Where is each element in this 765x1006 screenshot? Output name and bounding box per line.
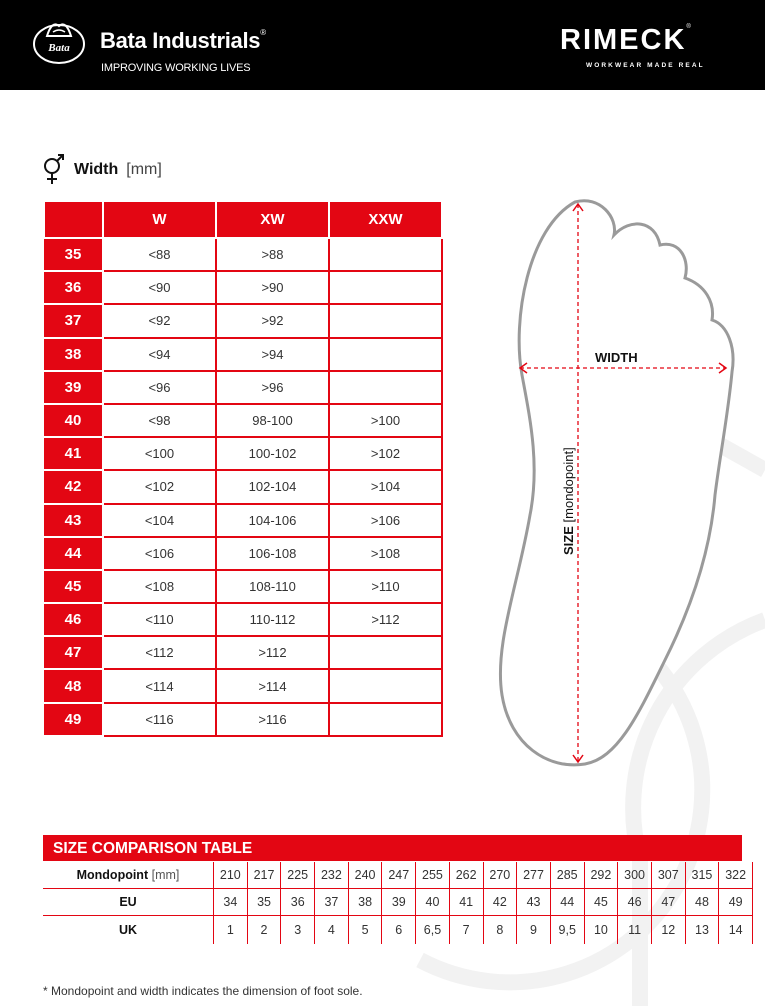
width-table-row	[44, 603, 442, 636]
uk-row	[43, 916, 753, 945]
xw-cell: >90	[216, 271, 329, 304]
xw-cell: 110-112	[216, 603, 329, 636]
size-cell: 47	[44, 636, 103, 669]
width-table-row	[44, 636, 442, 669]
mondopoint-cell: 270	[483, 862, 517, 889]
xw-cell: 108-110	[216, 570, 329, 603]
xxw-cell	[329, 703, 442, 736]
xw-cell: 104-106	[216, 504, 329, 537]
foot-diagram	[490, 190, 740, 780]
xxw-cell	[329, 271, 442, 304]
width-table-row	[44, 504, 442, 537]
xxw-cell: >106	[329, 504, 442, 537]
eu-cell: 40	[416, 889, 450, 916]
xxw-cell	[329, 338, 442, 371]
width-table-row	[44, 570, 442, 603]
size-cell: 41	[44, 437, 103, 470]
size-cell: 40	[44, 404, 103, 437]
w-cell: <104	[103, 504, 216, 537]
uk-cell: 13	[685, 916, 719, 945]
mondopoint-cell: 247	[382, 862, 416, 889]
xxw-cell: >104	[329, 470, 442, 503]
mondopoint-cell: 300	[618, 862, 652, 889]
uk-cell: 11	[618, 916, 652, 945]
mondopoint-cell: 322	[719, 862, 753, 889]
eu-cell: 46	[618, 889, 652, 916]
width-table	[43, 202, 443, 737]
xxw-cell: >112	[329, 603, 442, 636]
uk-cell: 9,5	[550, 916, 584, 945]
mondopoint-cell: 240	[348, 862, 382, 889]
comparison-title: SIZE COMPARISON TABLE	[43, 835, 742, 861]
width-table-corner	[44, 202, 103, 238]
xw-cell: >88	[216, 238, 329, 271]
eu-cell: 35	[247, 889, 281, 916]
mondopoint-cell: 262	[449, 862, 483, 889]
width-title: Width	[74, 161, 119, 178]
w-cell: <94	[103, 338, 216, 371]
mondopoint-row-label: Mondopoint [mm]	[76, 868, 180, 882]
bata-logo-wordmark: Bata	[48, 42, 70, 54]
width-table-header-row	[44, 202, 442, 238]
uk-cell: 9	[517, 916, 551, 945]
comparison-table	[43, 862, 753, 944]
mondopoint-cell: 232	[315, 862, 349, 889]
eu-cell: 44	[550, 889, 584, 916]
width-table-row	[44, 238, 442, 271]
w-cell: <102	[103, 470, 216, 503]
bata-logo-icon	[32, 14, 86, 68]
uk-cell: 14	[719, 916, 753, 945]
w-cell: <98	[103, 404, 216, 437]
rimeck-brand-name: RIMECK®	[560, 24, 693, 56]
w-cell: <114	[103, 669, 216, 702]
w-cell: <116	[103, 703, 216, 736]
page-header	[0, 0, 765, 90]
mondopoint-cell: 225	[281, 862, 315, 889]
width-table-row	[44, 304, 442, 337]
eu-row-label: EU	[43, 889, 214, 916]
width-table-row	[44, 703, 442, 736]
size-cell: 42	[44, 470, 103, 503]
xw-cell: >96	[216, 371, 329, 404]
eu-cell: 47	[651, 889, 685, 916]
eu-cell: 37	[315, 889, 349, 916]
foot-outline	[500, 201, 733, 765]
eu-row	[43, 889, 753, 916]
xw-cell: >94	[216, 338, 329, 371]
width-table-row	[44, 338, 442, 371]
width-heading	[42, 154, 162, 186]
eu-cell: 39	[382, 889, 416, 916]
uk-row-label: UK	[118, 923, 138, 937]
eu-cell: 42	[483, 889, 517, 916]
xw-cell: >116	[216, 703, 329, 736]
size-cell: 39	[44, 371, 103, 404]
size-cell: 37	[44, 304, 103, 337]
eu-cell: 34	[214, 889, 248, 916]
xw-cell: 106-108	[216, 537, 329, 570]
xxw-cell	[329, 669, 442, 702]
eu-cell: 49	[719, 889, 753, 916]
size-cell: 45	[44, 570, 103, 603]
eu-cell: 43	[517, 889, 551, 916]
mondopoint-cell: 210	[214, 862, 248, 889]
rimeck-tagline: WORKWEAR MADE REAL	[586, 62, 705, 69]
width-table-row	[44, 669, 442, 702]
uk-cell: 5	[348, 916, 382, 945]
width-table-row	[44, 271, 442, 304]
footnote: * Mondopoint and width indicates the dimension of foot sole.	[43, 984, 363, 998]
eu-cell: 48	[685, 889, 719, 916]
w-cell: <112	[103, 636, 216, 669]
mondopoint-cell: 285	[550, 862, 584, 889]
uk-cell: 6	[382, 916, 416, 945]
w-cell: <92	[103, 304, 216, 337]
xxw-cell	[329, 304, 442, 337]
xw-cell: >114	[216, 669, 329, 702]
size-cell: 35	[44, 238, 103, 271]
w-cell: <90	[103, 271, 216, 304]
w-cell: <96	[103, 371, 216, 404]
mondopoint-cell: 315	[685, 862, 719, 889]
width-table-row	[44, 404, 442, 437]
xxw-cell	[329, 238, 442, 271]
width-table-header-xw: XW	[216, 202, 329, 238]
bata-tagline: IMPROVING WORKING LIVES	[101, 62, 251, 74]
uk-cell: 12	[651, 916, 685, 945]
w-cell: <88	[103, 238, 216, 271]
width-table-row	[44, 537, 442, 570]
xw-cell: 102-104	[216, 470, 329, 503]
xxw-cell: >100	[329, 404, 442, 437]
uk-cell: 3	[281, 916, 315, 945]
size-cell: 49	[44, 703, 103, 736]
mondopoint-cell: 307	[651, 862, 685, 889]
xw-cell: 98-100	[216, 404, 329, 437]
w-cell: <100	[103, 437, 216, 470]
mondopoint-cell: 217	[247, 862, 281, 889]
xxw-cell	[329, 636, 442, 669]
male-female-icon	[42, 154, 66, 186]
uk-cell: 1	[214, 916, 248, 945]
uk-cell: 2	[247, 916, 281, 945]
size-label: SIZE [mondopoint]	[561, 447, 576, 555]
uk-cell: 6,5	[416, 916, 450, 945]
mondopoint-row	[43, 862, 753, 889]
mondopoint-cell: 277	[517, 862, 551, 889]
xxw-cell: >108	[329, 537, 442, 570]
uk-cell: 8	[483, 916, 517, 945]
xw-cell: >112	[216, 636, 329, 669]
eu-cell: 36	[281, 889, 315, 916]
width-table-header-w: W	[103, 202, 216, 238]
width-table-row	[44, 470, 442, 503]
w-cell: <106	[103, 537, 216, 570]
uk-cell: 4	[315, 916, 349, 945]
xxw-cell: >110	[329, 570, 442, 603]
bata-brand-name: Bata Industrials®	[100, 28, 266, 53]
width-table-header-xxw: XXW	[329, 202, 442, 238]
size-cell: 38	[44, 338, 103, 371]
size-cell: 48	[44, 669, 103, 702]
xw-cell: 100-102	[216, 437, 329, 470]
width-label: WIDTH	[595, 350, 638, 365]
eu-cell: 45	[584, 889, 618, 916]
size-cell: 36	[44, 271, 103, 304]
mondopoint-cell: 292	[584, 862, 618, 889]
width-table-row	[44, 437, 442, 470]
uk-cell: 7	[449, 916, 483, 945]
width-table-row	[44, 371, 442, 404]
eu-cell: 41	[449, 889, 483, 916]
eu-cell: 38	[348, 889, 382, 916]
w-cell: <110	[103, 603, 216, 636]
xxw-cell: >102	[329, 437, 442, 470]
size-cell: 44	[44, 537, 103, 570]
mondopoint-cell: 255	[416, 862, 450, 889]
xw-cell: >92	[216, 304, 329, 337]
width-unit: [mm]	[126, 161, 162, 178]
size-cell: 43	[44, 504, 103, 537]
w-cell: <108	[103, 570, 216, 603]
size-cell: 46	[44, 603, 103, 636]
xxw-cell	[329, 371, 442, 404]
uk-cell: 10	[584, 916, 618, 945]
